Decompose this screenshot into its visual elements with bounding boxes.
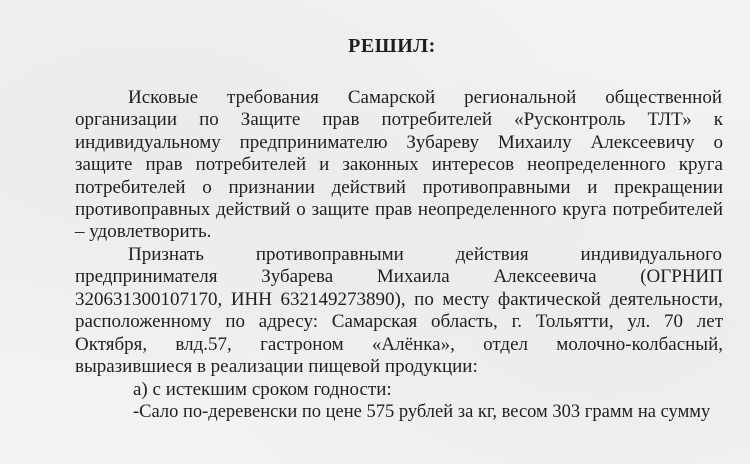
paragraph-1-line-7: – удовлетворить. — [75, 221, 212, 242]
paragraph-2-line-5: Октября, влд.57, гастроном «Алёнка», отдел молочно-колбасный, — [75, 334, 723, 355]
paragraph-1-line-2: организации по Защите прав потребителей «Русконтроль ТЛТ» к — [75, 109, 723, 130]
decision-heading: РЕШИЛ: — [348, 35, 436, 57]
paragraph-2-line-4: расположенному по адресу: Самарская область, г. Тольятти, ул. 70 лет — [75, 311, 723, 332]
paragraph-2-line-3: 320631300107170, ИНН 632149273890), по месту фактической деятельности, — [75, 289, 723, 310]
paragraph-1-line-4: защите прав потребителей и законных интересов неопределенного круга — [75, 154, 723, 175]
paragraph-1-line-6: противоправных действий о защите прав неопределенного круга потребителей — [75, 199, 723, 220]
paragraph-2-line-1: Признать противоправными действия индивидуального — [128, 244, 722, 265]
paragraph-2-line-2: предпринимателя Зубарева Михаила Алексеевича (ОГРНИП — [75, 266, 723, 287]
list-item-a-entry-1: -Сало по-деревенски по цене 575 рублей за кг, весом 303 грамм на сумму — [133, 402, 711, 422]
paragraph-1-line-5: потребителей о признании действий противоправными и прекращении — [75, 177, 723, 198]
paragraph-1-line-1: Исковые требования Самарской региональной общественной — [128, 87, 722, 108]
paragraph-2-line-6: выразившиеся в реализации пищевой продукции: — [75, 356, 478, 377]
list-item-a: а) с истекшим сроком годности: — [133, 379, 392, 400]
paragraph-1-line-3: индивидуальному предпринимателю Зубареву Михаилу Алексеевичу о — [75, 132, 723, 153]
